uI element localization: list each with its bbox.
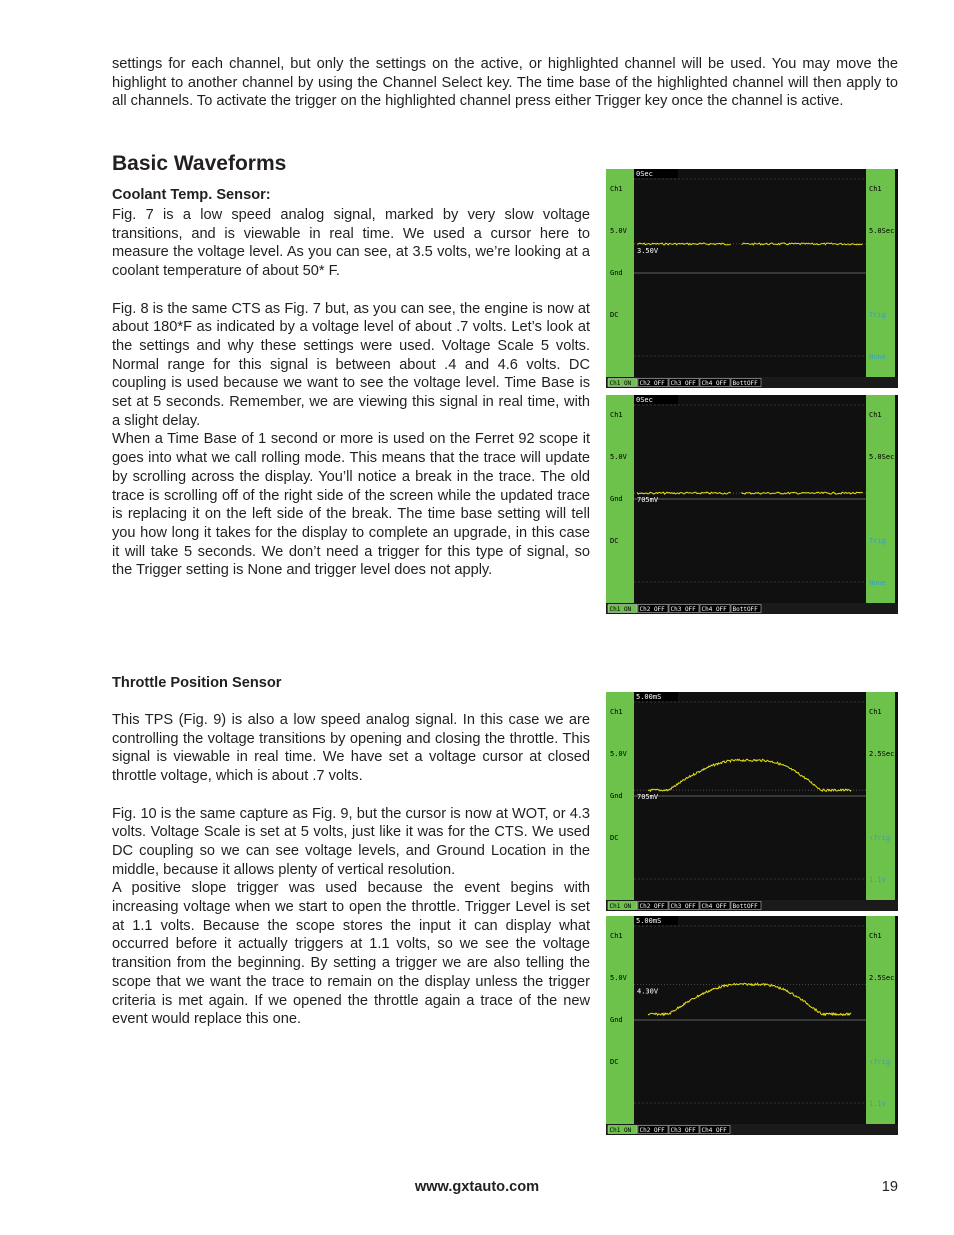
time-readout: 5.00mS [636,917,662,925]
channel-status-text: Ch4 OFF [701,380,727,387]
time-readout: 0Sec [636,170,653,178]
right-label: 2.5Sec [869,750,895,758]
channel-status-item [669,902,699,911]
footer-url[interactable]: www.gxtauto.com [414,1179,540,1195]
left-label: Ch1 [610,185,623,193]
channel-status-item [700,902,730,911]
channel-status-text: Ch2 OFF [639,1127,665,1134]
right-label: Trig [869,537,886,545]
scope-figure-9 [606,692,898,911]
right-label: 5.0Sec [869,227,895,235]
channel-status-text: BottOFF [732,903,758,910]
channel-status-text: Ch4 OFF [701,903,727,910]
right-panel [866,169,895,377]
section-heading: Basic Waveforms [112,152,287,175]
channel-status-item [638,379,668,388]
channel-status-text: Ch4 OFF [701,606,727,613]
channel-status-item [608,379,637,388]
left-label: 5.0V [610,227,627,235]
left-label: 5.0V [610,974,627,982]
cts-text [112,206,590,580]
left-label: DC [610,311,619,319]
channel-status-item [608,1126,637,1135]
channel-status-item [669,379,699,388]
right-label: None [869,353,886,361]
right-label: 1.1V [869,876,886,884]
scope-figure-7 [606,169,898,388]
left-label: 5.0V [610,750,627,758]
cts-paragraph-2: Fig. 8 is the same CTS as Fig. 7 but, as you can see, the engine is now at about 180*F as indicated by a voltage level of about .7 volts. Let’s look at the settings and why these settings were used. Voltage Scale 5 volts. Normal range for this signal is between about .4 and 4.6 volts. DC coupling is used because we want to see the voltage level. Time Base is set at 5 seconds. Remember, we are viewing this signal in real time, with a slight delay. [112,300,590,429]
channel-status-item [731,902,761,911]
right-panel [866,395,895,603]
right-panel [866,916,895,1124]
tps-paragraph-1: This TPS (Fig. 9) is also a low speed analog signal. In this case we are controlling the voltage transitions by opening and closing the throttle. This signal is viewable in real time. We have set a voltage cursor at closed throttle voltage, which is about .7 volts. [112,712,590,785]
right-label: Trig [869,311,886,319]
right-label: ↑Trig [869,1058,891,1066]
left-label: Gnd [610,1016,623,1024]
cursor-readout: 705mV [637,496,659,505]
channel-status-text: BottOFF [732,380,758,387]
channel-status-text: Ch4 OFF [701,1127,727,1134]
channel-status-item [608,902,637,911]
channel-status-item [669,605,699,614]
channel-status-item [669,1126,699,1135]
left-label: Gnd [610,792,623,800]
time-readout: 0Sec [636,396,653,404]
channel-status-item [700,605,730,614]
channel-status-item [700,1126,730,1135]
channel-status-item [638,1126,668,1135]
cursor-readout: 3.50V [637,246,659,255]
cts-subheading: Coolant Temp. Sensor: [112,187,271,203]
right-label: Ch1 [869,708,882,716]
scope-figure-10 [606,916,898,1135]
channel-status-text: Ch3 OFF [670,1127,696,1134]
channel-status-text: BottOFF [732,606,758,613]
left-label: Ch1 [610,932,623,940]
intro-paragraph: settings for each channel, but only the settings on the active, or highlighted channel will be used. You may move the highlight to another channel by using the Channel Select key. The time base of the highlighted channel will then apply to all channels. To activate the trigger on the highlighted channel press either Trigger key once the channel is active. [112,56,898,110]
channel-status-item [608,605,637,614]
tps-subheading: Throttle Position Sensor [112,675,282,691]
tps-paragraph-2: Fig. 10 is the same capture as Fig. 9, but the cursor is now at WOT, or 4.3 volts. Voltage Scale is set at 5 volts, just like it was for the CTS. We used DC coupling so we can see voltage levels, and Ground Location in the middle, because it allows plenty of vertical resolution. [112,805,590,878]
channel-status-text: Ch3 OFF [670,606,696,613]
right-label: 1.1V [869,1100,886,1108]
channel-status-text: Ch2 OFF [639,903,665,910]
right-label: 2.5Sec [869,974,895,982]
left-label: Ch1 [610,708,623,716]
left-label: Gnd [610,269,623,277]
channel-status-item [638,902,668,911]
channel-status-text: Ch1 ON [609,606,632,613]
right-label: 5.0Sec [869,453,895,461]
channel-status-text: Ch1 ON [609,903,632,910]
cts-paragraph-1: Fig. 7 is a low speed analog signal, marked by very slow voltage transitions, and is viewable in real time. We used a cursor here to measure the voltage level. As you can see, at 3.5 volts, we’re looking at a coolant temperature of about 50* F. [112,207,590,280]
left-label: DC [610,1058,619,1066]
left-label: DC [610,834,619,842]
channel-status-text: Ch1 ON [609,380,632,387]
tps-text [112,711,590,1029]
right-label: Ch1 [869,185,882,193]
right-label: Ch1 [869,932,882,940]
channel-status-item [731,379,761,388]
left-label: DC [610,537,619,545]
channel-status-text: Ch3 OFF [670,380,696,387]
right-panel [866,692,895,900]
time-readout: 5.00mS [636,693,662,701]
left-label: Gnd [610,495,623,503]
channel-status-text: Ch2 OFF [639,606,665,613]
scope-figure-8 [606,395,898,614]
right-label: ↑Trig [869,834,891,842]
right-label: None [869,579,886,587]
channel-status-text: Ch2 OFF [639,380,665,387]
tps-paragraph-3: A positive slope trigger was used because the event begins with increasing voltage when we start to open the throttle. Trigger Level is set at 1.1 volts. Because the scope stores the input it can display what occurred before it actually triggers at 1.1 volts, so we see the voltage transition from the beginning. By setting a trigger we are also telling the scope that we want the trace to remain on the display unless the trigger criteria is met again. If we opened the throttle again a trace of the new event would replace this one. [112,880,590,1028]
left-label: Ch1 [610,411,623,419]
left-label: 5.0V [610,453,627,461]
right-label: Ch1 [869,411,882,419]
cts-paragraph-3: When a Time Base of 1 second or more is used on the Ferret 92 scope it goes into what we call rolling mode. This means that the trace will update by scrolling across the display. You’ll notice a break in the trace. The old trace is scrolling off of the right side of the screen while the updated trace is replacing it on the left side of the break. The time base setting will tell you how long it takes for the display to complete an upgrade, in this case it will take 5 seconds. We don’t need a trigger for this type of signal, so the Trigger setting is None and trigger level does not apply. [112,431,590,579]
cursor-readout: 705mV [637,793,659,802]
page-number: 19 [881,1179,898,1195]
cursor-readout: 4.30V [637,987,659,996]
channel-status-item [638,605,668,614]
channel-status-item [731,605,761,614]
channel-status-text: Ch3 OFF [670,903,696,910]
channel-status-text: Ch1 ON [609,1127,632,1134]
channel-status-item [700,379,730,388]
